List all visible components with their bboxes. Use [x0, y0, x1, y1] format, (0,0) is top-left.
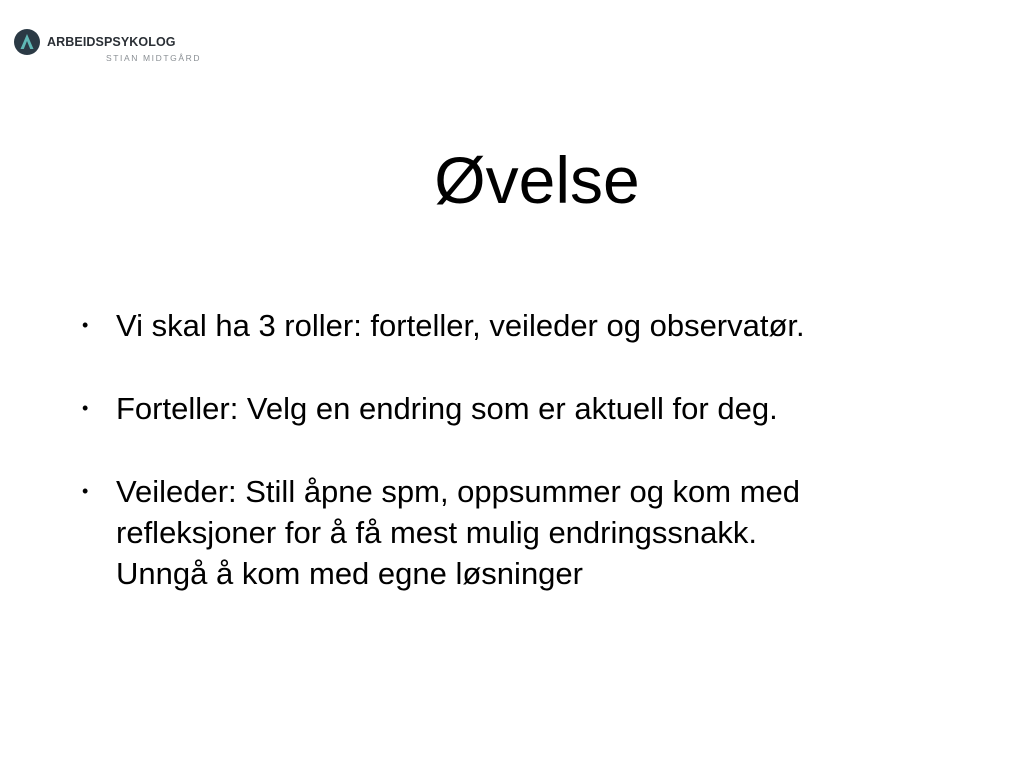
- bullet-item: [82, 388, 982, 429]
- arbeidspsykolog-logo-icon: [14, 29, 40, 55]
- bullet-text: Vi skal ha 3 roller: forteller, veileder og observatør.: [116, 308, 805, 343]
- logo-name: ARBEIDSPSYKOLOG: [47, 35, 176, 49]
- bullet-item: [82, 305, 982, 346]
- slide-title: Øvelse: [434, 143, 640, 217]
- bullet-list: [82, 305, 982, 636]
- bullet-text-line: Veileder: Still åpne spm, oppsummer og kom med: [116, 474, 801, 509]
- bullet-dot: •: [82, 481, 89, 501]
- bullet-dot: •: [82, 398, 89, 418]
- logo: [14, 28, 202, 68]
- bullet-text-line: Unngå å kom med egne løsninger: [116, 556, 583, 591]
- bullet-item: [82, 471, 982, 594]
- bullet-text-line: refleksjoner for å få mest mulig endringssnakk.: [116, 515, 757, 550]
- logo-subtitle: STIAN MIDTGÅRD: [106, 53, 202, 63]
- bullet-text: Forteller: Velg en endring som er aktuell for deg.: [116, 391, 778, 426]
- bullet-dot: •: [82, 315, 89, 335]
